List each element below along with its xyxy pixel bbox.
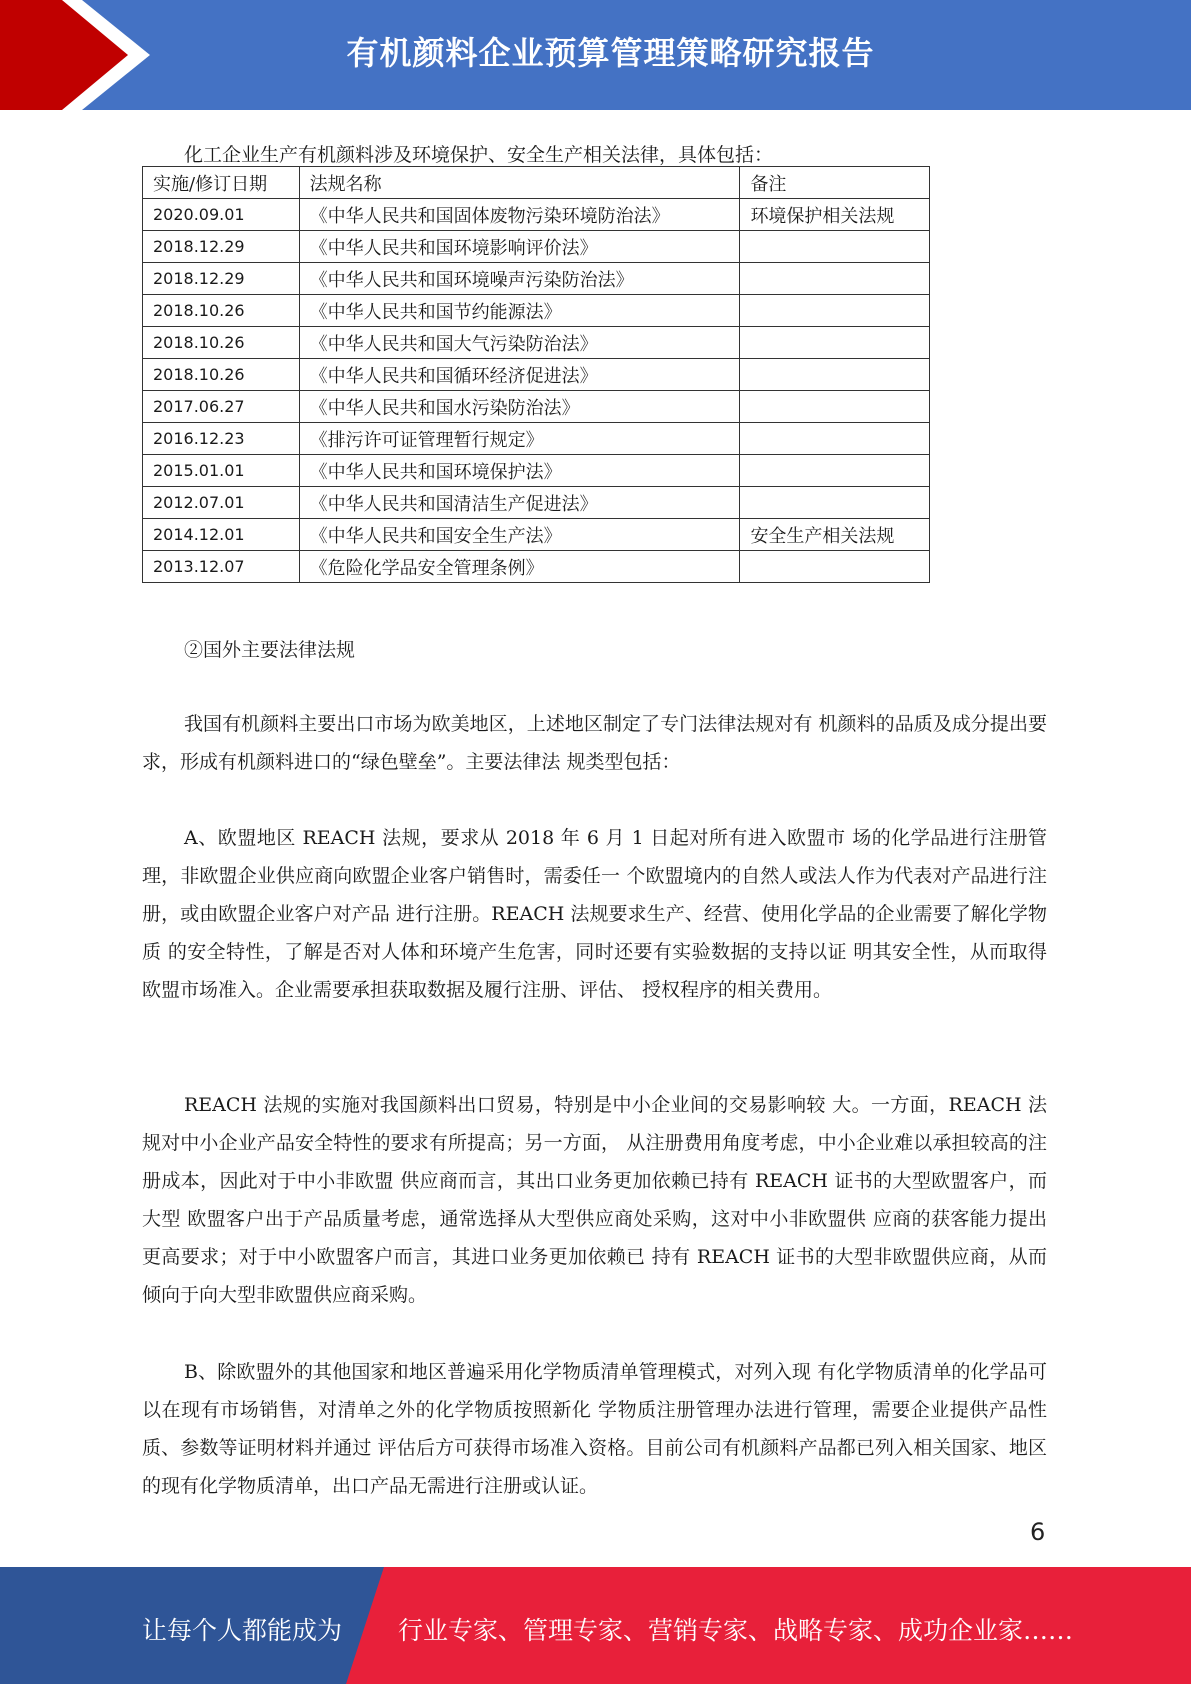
cell-name: 《中华人民共和国环境影响评价法》 xyxy=(299,231,740,263)
cell-date: 2018.10.26 xyxy=(143,327,300,359)
cell-note xyxy=(740,423,930,455)
cell-name: 《中华人民共和国环境保护法》 xyxy=(299,455,740,487)
paragraph-reach-eu: A、欧盟地区 REACH 法规，要求从 2018 年 6 月 1 日起对所有进入欧盟市 场的化学品进行注册管理，非欧盟企业供应商向欧盟企业客户销售时，需委任一 个欧盟境内的自然人或法人作为代表对产品进行注册，或由欧盟企业客户对产品 进行注册。REACH 法规要求生产、经营、使用化学品的企业需要了解化学物质 的安全特性，了解是否对人体和环境产生危害，同时还要有实验数据的支持以证 明其安全性，从而取得欧盟市场准入。企业需要承担获取数据及履行注册、评估、 授权程序的相关费用。 xyxy=(142,827,1047,1001)
cell-date: 2016.12.23 xyxy=(143,423,300,455)
table-row xyxy=(143,391,930,423)
table-row xyxy=(143,327,930,359)
cell-date: 2018.12.29 xyxy=(143,263,300,295)
cell-note xyxy=(740,231,930,263)
cell-note xyxy=(740,295,930,327)
table-row xyxy=(143,487,930,519)
cell-date: 2014.12.01 xyxy=(143,519,300,551)
cell-date: 2020.09.01 xyxy=(143,199,300,231)
page-header xyxy=(0,0,1191,110)
cell-date: 2015.01.01 xyxy=(143,455,300,487)
table-row xyxy=(143,295,930,327)
cell-date: 2018.10.26 xyxy=(143,295,300,327)
cell-note xyxy=(740,551,930,583)
cell-date: 2017.06.27 xyxy=(143,391,300,423)
footer-slogan-left: 让每个人都能成为 xyxy=(142,1616,343,1645)
regulations-table xyxy=(142,166,930,583)
report-title: 有机颜料企业预算管理策略研究报告 xyxy=(346,34,875,72)
page-number: 6 xyxy=(1030,1518,1046,1546)
cell-date: 2018.10.26 xyxy=(143,359,300,391)
cell-date: 2013.12.07 xyxy=(143,551,300,583)
cell-note xyxy=(740,487,930,519)
cell-date: 2012.07.01 xyxy=(143,487,300,519)
table-row xyxy=(143,423,930,455)
cell-name: 《中华人民共和国清洁生产促进法》 xyxy=(299,487,740,519)
header-date: 实施/修订日期 xyxy=(143,167,300,199)
intro-text: 化工企业生产有机颜料涉及环境保护、安全生产相关法律，具体包括： xyxy=(184,144,774,166)
cell-note xyxy=(740,391,930,423)
footer-slogan-right: 行业专家、管理专家、营销专家、战略专家、成功企业家…… xyxy=(398,1616,1074,1645)
cell-note: 安全生产相关法规 xyxy=(740,519,930,551)
paragraph-chemical-inventory: B、除欧盟外的其他国家和地区普遍采用化学物质清单管理模式，对列入现 有化学物质清单的化学品可以在现有市场销售，对清单之外的化学物质按照新化 学物质注册管理办法进行管理，需要企业提供产品性质、参数等证明材料并通过 评估后方可获得市场准入资格。目前公司有机颜料产品都已列入相关国家、地区 的现有化学物质清单，出口产品无需进行注册或认证。 xyxy=(142,1361,1047,1497)
table-row xyxy=(143,263,930,295)
cell-name: 《中华人民共和国安全生产法》 xyxy=(299,519,740,551)
header-note: 备注 xyxy=(740,167,930,199)
cell-name: 《中华人民共和国节约能源法》 xyxy=(299,295,740,327)
section-subheading: ②国外主要法律法规 xyxy=(184,639,356,661)
cell-name: 《中华人民共和国循环经济促进法》 xyxy=(299,359,740,391)
cell-note xyxy=(740,455,930,487)
cell-note xyxy=(740,359,930,391)
header-name: 法规名称 xyxy=(299,167,740,199)
cell-note xyxy=(740,327,930,359)
cell-note xyxy=(740,263,930,295)
table-row xyxy=(143,199,930,231)
paragraph-reach-impact: REACH 法规的实施对我国颜料出口贸易，特别是中小企业间的交易影响较 大。一方面，REACH 法规对中小企业产品安全特性的要求有所提高；另一方面， 从注册费用角度考虑，中小企业难以承担较高的注册成本，因此对于中小非欧盟 供应商而言，其出口业务更加依赖已持有 REACH 证书的大型欧盟客户，而大型 欧盟客户出于产品质量考虑，通常选择从大型供应商处采购，这对中小非欧盟供 应商的获客能力提出更高要求；对于中小欧盟客户而言，其进口业务更加依赖已 持有 REACH 证书的大型非欧盟供应商，从而倾向于向大型非欧盟供应商采购。 xyxy=(142,1094,1047,1306)
table-row xyxy=(143,359,930,391)
cell-name: 《排污许可证管理暂行规定》 xyxy=(299,423,740,455)
cell-name: 《中华人民共和国大气污染防治法》 xyxy=(299,327,740,359)
table-row xyxy=(143,455,930,487)
table-row xyxy=(143,551,930,583)
table-row xyxy=(143,231,930,263)
paragraph-export-markets: 我国有机颜料主要出口市场为欧美地区，上述地区制定了专门法律法规对有 机颜料的品质及成分提出要求，形成有机颜料进口的“绿色壁垒”。主要法律法 规类型包括： xyxy=(142,713,1047,773)
page-footer xyxy=(0,1567,1191,1684)
cell-name: 《中华人民共和国水污染防治法》 xyxy=(299,391,740,423)
cell-name: 《中华人民共和国固体废物污染环境防治法》 xyxy=(299,199,740,231)
table-header-row xyxy=(143,167,930,199)
cell-note: 环境保护相关法规 xyxy=(740,199,930,231)
cell-name: 《中华人民共和国环境噪声污染防治法》 xyxy=(299,263,740,295)
table-row xyxy=(143,519,930,551)
cell-name: 《危险化学品安全管理条例》 xyxy=(299,551,740,583)
cell-date: 2018.12.29 xyxy=(143,231,300,263)
